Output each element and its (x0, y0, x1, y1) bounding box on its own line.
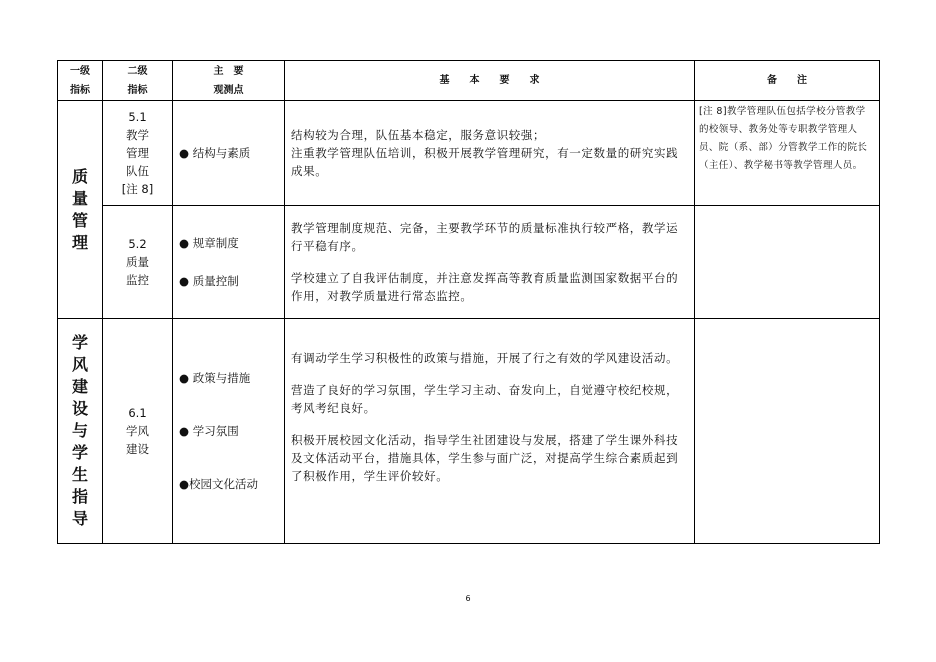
requirements: 教学管理制度规范、完备，主要教学环节的质量标准执行较严格，教学运行平稳有序。 学校建立了自我评估制度，并注意发挥高等教育质量监测国家数据平台的作用，对教学质量进行常态监控。 (285, 206, 695, 319)
indicator-table (57, 60, 880, 544)
header-basic-requirements: 基 本 要 求 (285, 61, 695, 101)
requirements: 结构较为合理，队伍基本稳定，服务意识较强； 注重教学管理队伍培训，积极开展教学管理研究，有一定数量的研究实践成果。 (285, 101, 695, 206)
header-level1: 一级 指标 (58, 61, 103, 101)
header-row (58, 61, 880, 101)
note (695, 206, 880, 319)
table-row (58, 206, 880, 319)
note (695, 319, 880, 544)
level1-study-style-guidance: 学 风 建 设 与 学 生 指 导 (58, 319, 103, 544)
level1-quality-management: 质 量 管 理 (58, 101, 103, 319)
observation-points: ● 结构与素质 (173, 101, 285, 206)
header-level2: 二级 指标 (103, 61, 173, 101)
header-notes: 备 注 (695, 61, 880, 101)
table-row (58, 319, 880, 544)
level2-indicator: 5.2 质量 监控 (103, 206, 173, 319)
page-number: 6 (465, 594, 471, 603)
requirements: 有调动学生学习积极性的政策与措施，开展了行之有效的学风建设活动。 营造了良好的学习氛围，学生学习主动、奋发向上，自觉遵守校纪校规，考风考纪良好。 积极开展校园文化活动，指导学生社团建设与发展，搭建了学生课外科技及文体活动平台，措施具体，学生参与面广泛，对提高学生综合素质起到了积极作用，学生评价较好。 (285, 319, 695, 544)
observation-points: ● 规章制度 ● 质量控制 (173, 206, 285, 319)
header-observation-points: 主 要 观测点 (173, 61, 285, 101)
note: [注 8]教学管理队伍包括学校分管教学的校领导、教务处等专职教学管理人员、院（系、部）分管教学工作的院长（主任）、教学秘书等教学管理人员。 (695, 101, 880, 206)
table-row (58, 101, 880, 206)
observation-points: ● 政策与措施 ● 学习氛围 ●校园文化活动 (173, 319, 285, 544)
level2-indicator: 6.1 学风 建设 (103, 319, 173, 544)
level2-indicator: 5.1 教学 管理 队伍 [注 8] (103, 101, 173, 206)
